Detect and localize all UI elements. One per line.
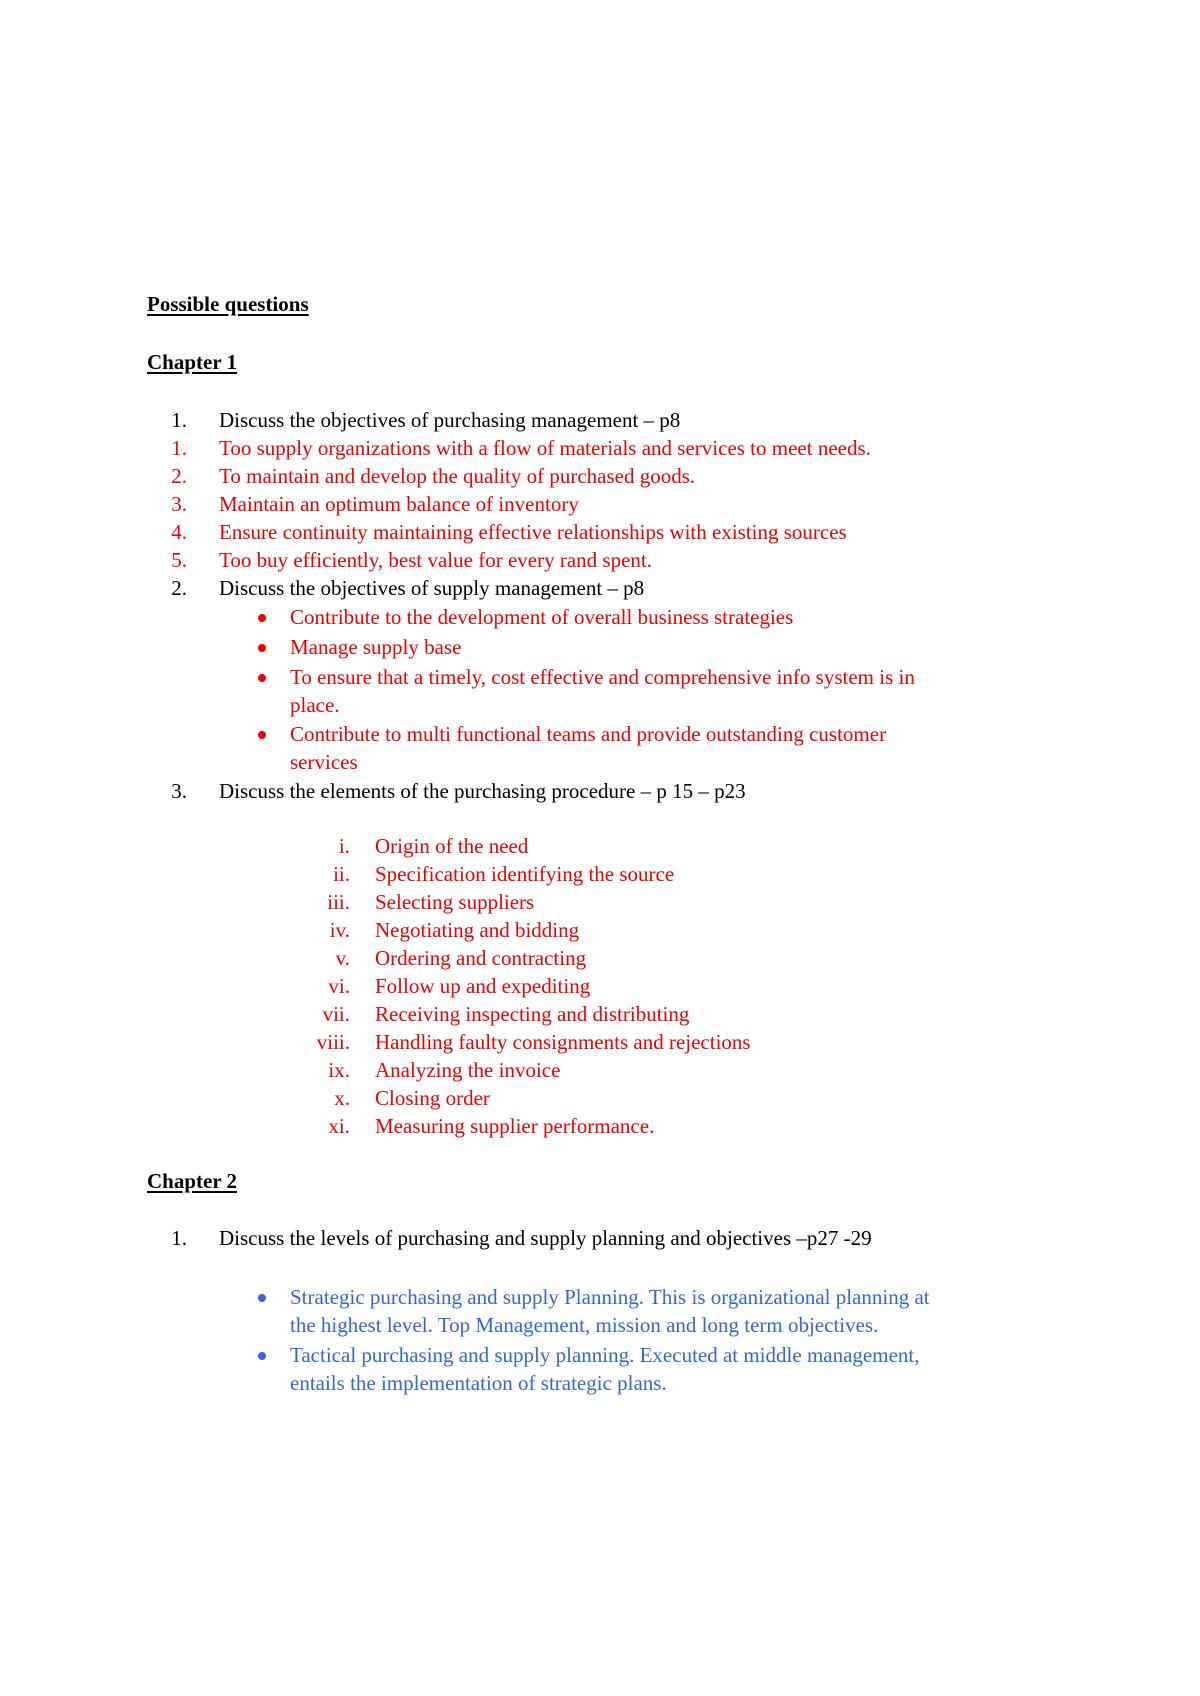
- bullet-text-continued: services: [290, 750, 358, 774]
- bullet-text: Contribute to the development of overall business strategies: [290, 605, 794, 629]
- question-text: Discuss the objectives of supply management – p8: [219, 576, 645, 600]
- roman-text: Measuring supplier performance.: [375, 1114, 655, 1138]
- question-number: 1.: [171, 408, 187, 432]
- question-text: Discuss the elements of the purchasing procedure – p 15 – p23: [219, 779, 746, 803]
- question-text: Discuss the levels of purchasing and supply planning and objectives –p27 -29: [219, 1226, 872, 1250]
- roman-number: v.: [335, 946, 350, 970]
- roman-text: Receiving inspecting and distributing: [375, 1002, 690, 1026]
- roman-text: Follow up and expediting: [375, 974, 591, 998]
- answer-number: 3.: [171, 492, 187, 516]
- roman-text: Specification identifying the source: [375, 862, 675, 886]
- bullet-icon: [258, 731, 266, 739]
- bullet-text: Manage supply base: [290, 635, 462, 659]
- bullet-icon: [258, 1352, 266, 1360]
- bullet-text: Contribute to multi functional teams and provide outstanding customer: [290, 722, 887, 746]
- bullet-text-continued: entails the implementation of strategic plans.: [290, 1371, 667, 1395]
- roman-number: ii.: [333, 862, 350, 886]
- bullet-text: Tactical purchasing and supply planning. Executed at middle management,: [290, 1343, 920, 1367]
- question-text: Discuss the objectives of purchasing management – p8: [219, 408, 681, 432]
- question-number: 1.: [171, 1226, 187, 1250]
- roman-text: Ordering and contracting: [375, 946, 587, 970]
- roman-text: Selecting suppliers: [375, 890, 535, 914]
- roman-number: iv.: [329, 918, 350, 942]
- roman-number: iii.: [327, 890, 350, 914]
- bullet-icon: [258, 674, 266, 682]
- roman-number: vi.: [328, 974, 350, 998]
- roman-text: Analyzing the invoice: [375, 1058, 561, 1082]
- roman-text: Closing order: [375, 1086, 490, 1110]
- roman-text: Handling faulty consignments and rejections: [375, 1030, 751, 1054]
- bullet-text-continued: place.: [290, 693, 340, 717]
- answer-number: 4.: [171, 520, 187, 544]
- roman-number: ix.: [328, 1058, 350, 1082]
- bullet-icon: [258, 614, 266, 622]
- answer-text: Maintain an optimum balance of inventory: [219, 492, 579, 516]
- bullet-icon: [258, 644, 266, 652]
- bullet-text: Strategic purchasing and supply Planning. This is organizational planning at: [290, 1285, 930, 1309]
- question-number: 3.: [171, 779, 187, 803]
- roman-number: vii.: [322, 1002, 350, 1026]
- answer-text: Too supply organizations with a flow of materials and services to meet needs.: [219, 436, 871, 460]
- bullet-text: To ensure that a timely, cost effective and comprehensive info system is in: [290, 665, 915, 689]
- answer-number: 2.: [171, 464, 187, 488]
- roman-number: viii.: [316, 1030, 350, 1054]
- answer-number: 5.: [171, 548, 187, 572]
- question-number: 2.: [171, 576, 187, 600]
- roman-number: i.: [338, 834, 350, 858]
- answer-number: 1.: [171, 436, 187, 460]
- roman-number: x.: [334, 1086, 350, 1110]
- roman-text: Origin of the need: [375, 834, 529, 858]
- page-title: Possible questions: [147, 292, 309, 316]
- answer-text: To maintain and develop the quality of purchased goods.: [219, 464, 696, 488]
- bullet-text-continued: the highest level. Top Management, mission and long term objectives.: [290, 1313, 879, 1337]
- answer-text: Too buy efficiently, best value for every rand spent.: [219, 548, 652, 572]
- roman-number: xi.: [328, 1114, 350, 1138]
- roman-text: Negotiating and bidding: [375, 918, 580, 942]
- answer-text: Ensure continuity maintaining effective relationships with existing sources: [219, 520, 847, 544]
- bullet-icon: [258, 1294, 266, 1302]
- chapter-2-heading: Chapter 2: [147, 1169, 238, 1193]
- chapter-1-heading: Chapter 1: [147, 350, 238, 374]
